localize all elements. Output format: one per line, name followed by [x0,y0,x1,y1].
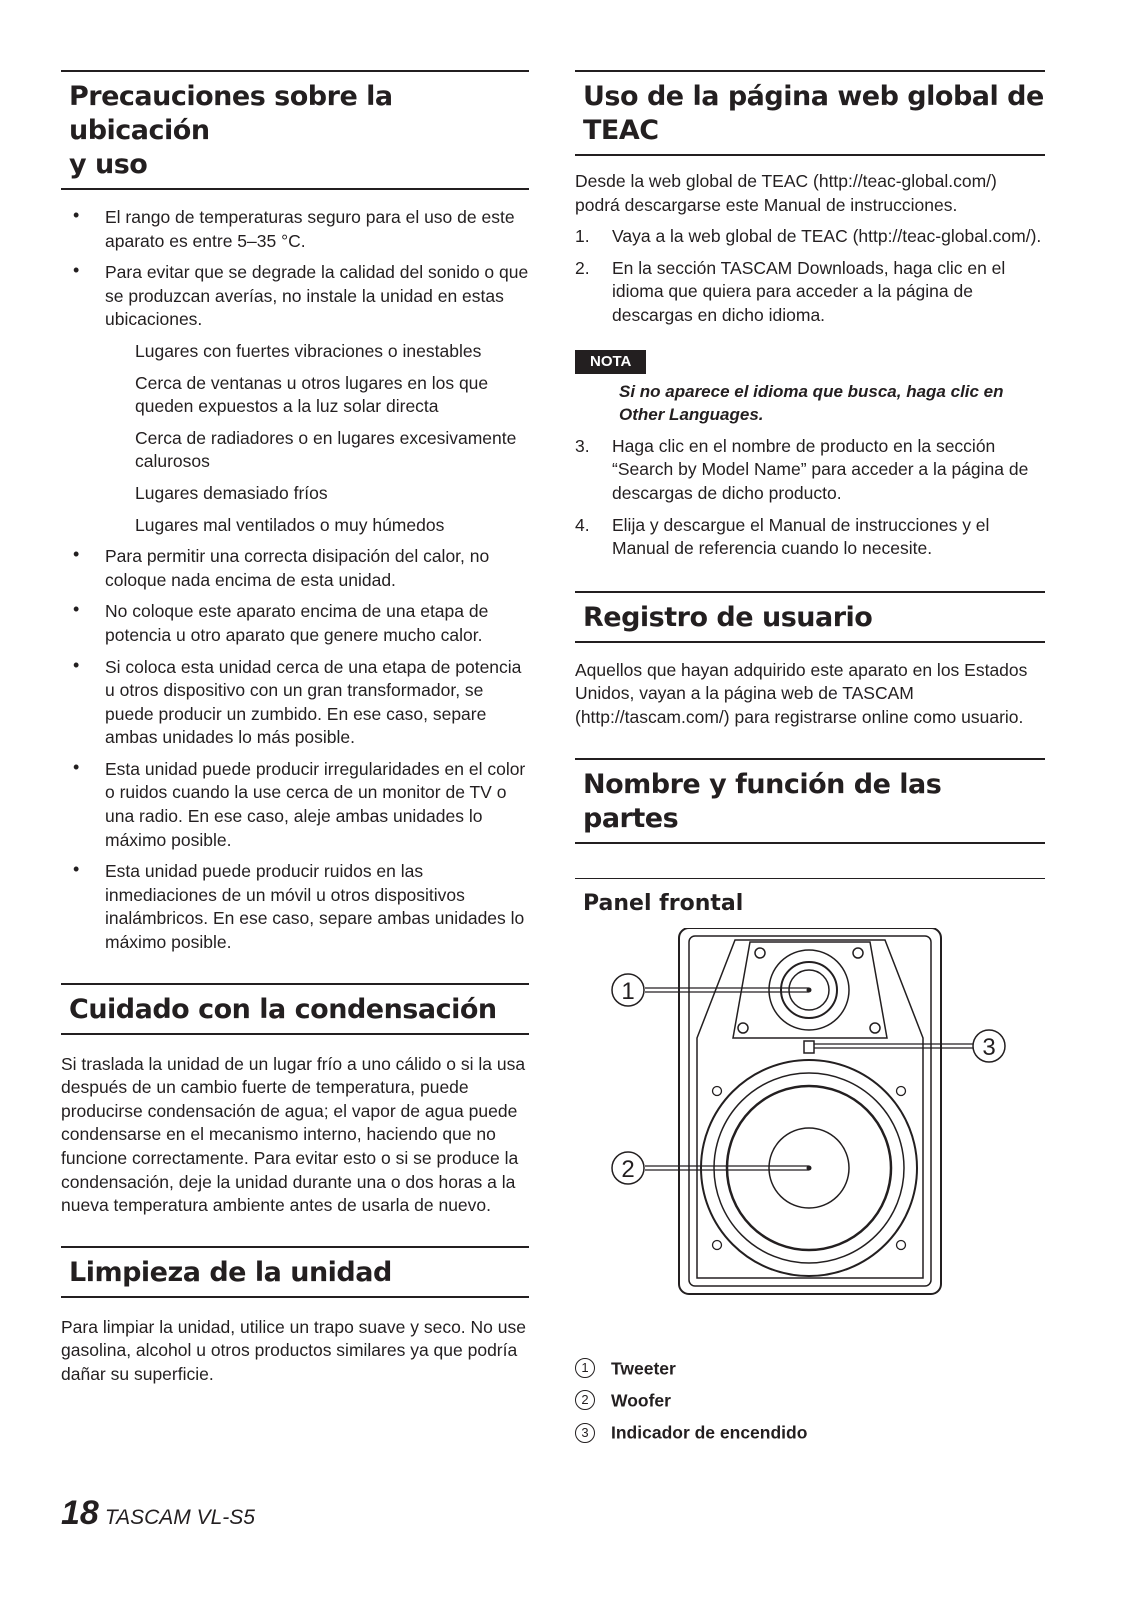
callout-2-label: 2 [621,1155,635,1183]
step-item [575,257,1045,328]
section-title-precauciones [61,70,529,190]
page-footer [61,1494,255,1533]
bullet-list-b [61,545,529,955]
part-number: 2 [575,1390,595,1410]
condensacion-body: Si traslada la unidad de un lugar frío a uno cálido o si la usa después de un cambio fuerte de temperatura, puede producirse condensación de agua; el vapor de agua puede condensarse en el mecanismo interno, haciendo que no funcione correctamente. Para evitar esto o si se produce la condensación, deje la unidad durante una o dos horas a la nueva temperatura ambiente antes de usarla de nuevo. [61,1053,526,1216]
list-item: • Para evitar que se degrade la calidad del sonido o que se produzcan averías, no instale la unidad en estas ubicaciones. [61,261,529,332]
limpieza-body: Para limpiar la unidad, utilice un trapo suave y seco. No use gasolina, alcohol u otros productos similares ya que podría dañar su superficie. [61,1316,526,1384]
list-item: • Para permitir una correcta disipación del calor, no coloque nada encima de esta unidad. [61,545,529,592]
steps-a [575,225,1045,327]
section-title-limpieza: Limpieza de la unidad [61,1246,529,1298]
part-number: 1 [575,1358,595,1378]
step-text: Vaya a la web global de TEAC (http://teac-global.com/). [612,226,1042,247]
part-label: Indicador de encendido [611,1422,808,1443]
step-item [575,514,1045,561]
step-number: 1. [575,226,590,247]
callout-3-label: 3 [982,1033,996,1061]
subsection-panel-frontal: Panel frontal [575,878,1045,916]
nota-badge: NOTA [575,350,646,374]
list-item: • Esta unidad puede producir irregularidades en el color o ruidos cuando la use cerca de un monitor de TV o una radio. En ese caso, aleje ambas unidades lo máximo posible. [61,758,529,852]
title-line-1: Precauciones sobre la ubicación [69,81,393,146]
title-line-1: Uso de la página web global de [583,81,1044,112]
steps-b [575,435,1045,561]
step-number: 4. [575,514,590,535]
right-column [575,70,1045,1453]
list-item: Cerca de radiadores o en lugares excesivamente calurosos [135,427,517,472]
title-line-2: TEAC [583,115,659,146]
list-item: Lugares con fuertes vibraciones o inestables [135,340,482,361]
speaker-front-diagram [575,928,1045,1328]
woofer-icon [701,1060,917,1276]
list-item: Cerca de ventanas u otros lugares en los que queden expuestos a la luz solar directa [135,372,489,417]
section-title-condensacion: Cuidado con la condensación [61,983,529,1035]
list-item [575,1420,1045,1443]
left-column [61,70,529,1387]
callout-1-label: 1 [621,977,635,1005]
part-label: Tweeter [611,1357,676,1378]
step-text: En la sección TASCAM Downloads, haga clic en el idioma que quiera para acceder a la página de descargas en dicho idioma. [612,257,1006,325]
web-intro: Desde la web global de TEAC (http://teac-global.com/) podrá descargarse este Manual de instrucciones. [575,171,997,215]
tweeter-icon [769,950,849,1030]
step-item [575,435,1045,506]
list-item: • Si coloca esta unidad cerca de una etapa de potencia u otros dispositivo con un gran transformador, se puede producir un zumbido. En ese caso, separe ambas unidades lo más posible. [61,656,529,750]
list-item [575,1388,1045,1411]
power-indicator-icon [804,1041,814,1053]
page-number: 18 [61,1494,99,1532]
list-item [575,1356,1045,1379]
list-item: Lugares demasiado fríos [135,482,328,503]
step-text: Haga clic en el nombre de producto en la sección “Search by Model Name” para acceder a la página de descargas de dicho producto. [612,435,1029,503]
title-line-2: y uso [69,149,148,180]
part-label: Woofer [611,1390,671,1411]
parts-list [575,1356,1045,1444]
section-title-web-global [575,70,1045,156]
location-sublist [61,340,529,537]
footer-model: TASCAM VL-S5 [104,1506,255,1529]
step-number: 3. [575,435,590,456]
nota-text: Si no aparece el idioma que busca, haga clic en Other Languages. [619,381,1004,425]
list-item: • Esta unidad puede producir ruidos en las inmediaciones de un móvil u otros dispositivos inalámbricos. En ese caso, separe ambas unidades lo máximo posible. [61,860,529,954]
step-number: 2. [575,257,590,278]
part-number: 3 [575,1423,595,1443]
step-item [575,225,1045,249]
list-item: • No coloque este aparato encima de una etapa de potencia u otro aparato que genere mucho calor. [61,600,529,647]
bullet-list-a [61,206,529,332]
step-text: Elija y descargue el Manual de instrucciones y el Manual de referencia cuando lo necesite. [612,514,990,559]
section-title-partes: Nombre y función de las partes [575,758,1045,844]
registro-body: Aquellos que hayan adquirido este aparato en los Estados Unidos, vayan a la página web de TASCAM (http://tascam.com/) para registrarse online como usuario. [575,659,1028,727]
list-item: • El rango de temperaturas seguro para el uso de este aparato es entre 5–35 °C. [61,206,529,253]
section-title-registro: Registro de usuario [575,591,1045,643]
list-item: Lugares mal ventilados o muy húmedos [135,514,445,535]
